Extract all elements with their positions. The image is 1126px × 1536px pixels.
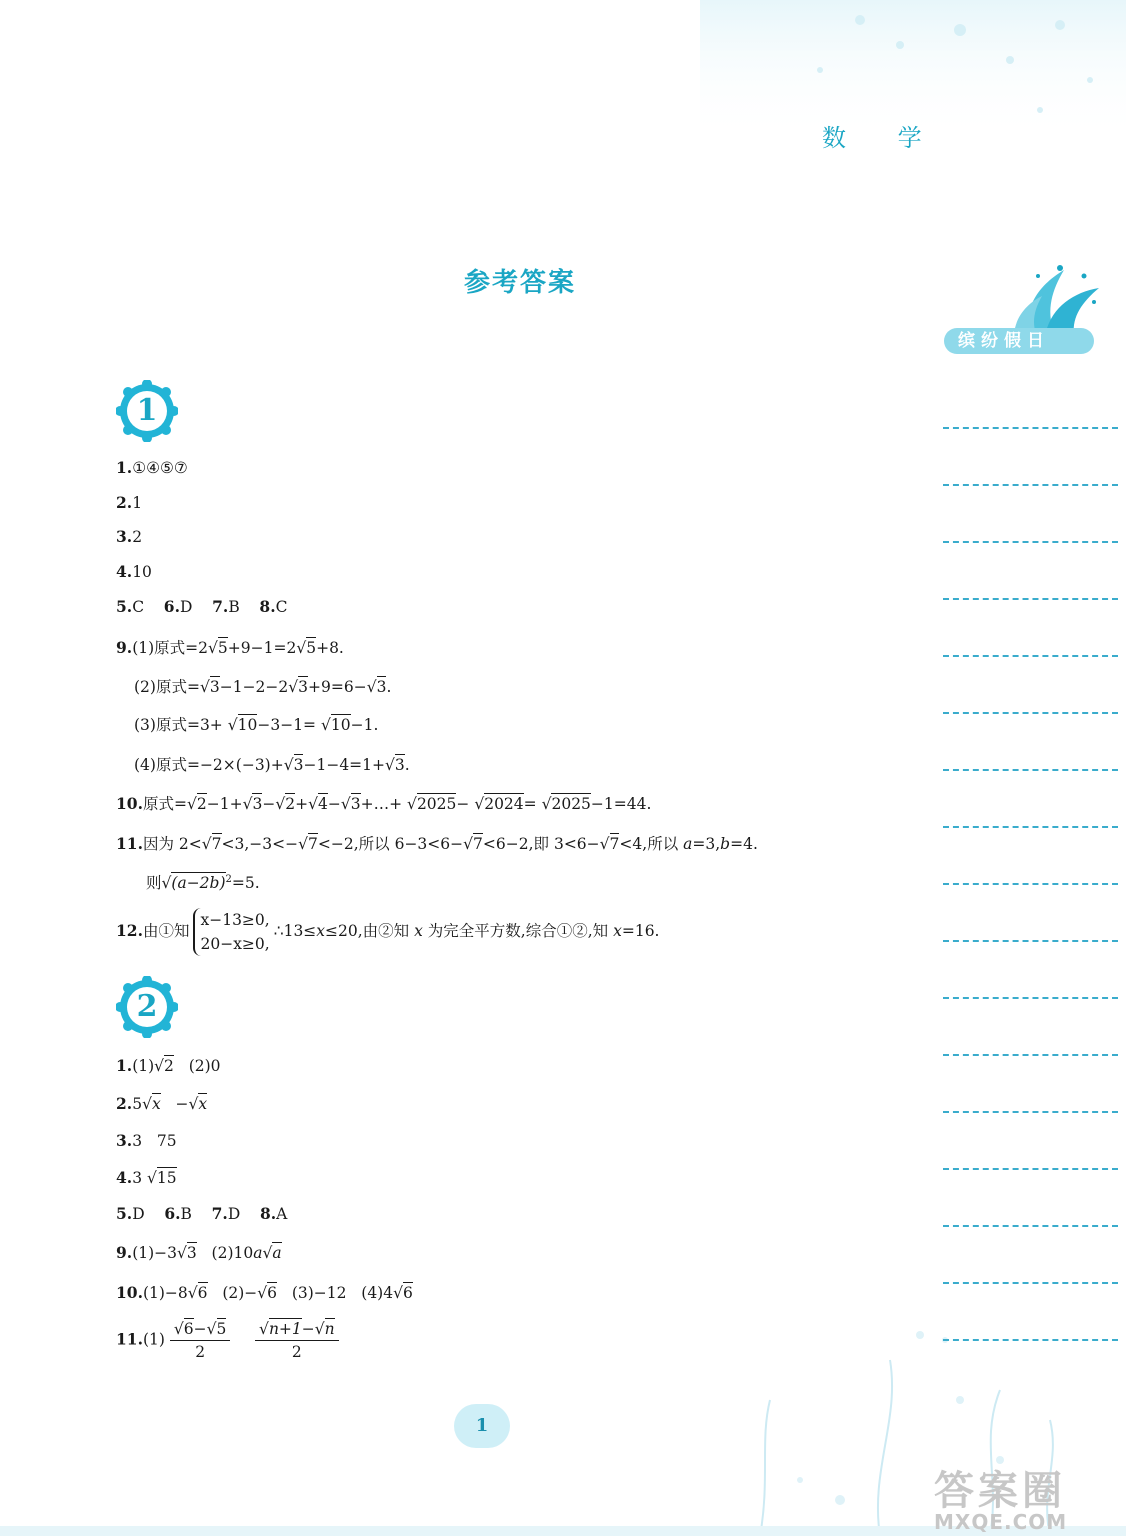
text: 由①知 [142, 922, 190, 940]
variable: a [253, 1244, 263, 1262]
radicand: 5 [306, 639, 317, 657]
radicand: a [272, 1244, 282, 1262]
answer-text: D [132, 1205, 145, 1223]
question-number: 12. [116, 921, 143, 940]
answer-1-11-line1: 11.因为 2<√7<3,−3<−√7<−2,所以 6−3<6−√7<6−2,即 3<6−√7<4,所以 a=3,b=4. [116, 834, 758, 853]
answer-text: 10 [132, 563, 152, 581]
text: 因为 2< [142, 835, 202, 853]
denominator: 2 [291, 1343, 302, 1361]
text: (2)0 [173, 1057, 221, 1075]
text: =5. [231, 874, 260, 892]
text: <4,所以 [619, 835, 684, 853]
note-line [943, 942, 1118, 999]
section-number: 2 [136, 989, 158, 1024]
subject-header: 数 学 [822, 124, 944, 152]
note-line [943, 543, 1118, 600]
radicand: 15 [156, 1169, 177, 1187]
numerator: √6−√5 [170, 1320, 231, 1341]
text: (2)10 [196, 1244, 254, 1262]
text: 原式= [142, 795, 187, 813]
question-number: 1. [116, 1056, 133, 1075]
note-line [943, 999, 1118, 1056]
fraction [255, 1320, 339, 1361]
numerator: √n+1−√n [255, 1320, 339, 1341]
text: − [327, 795, 341, 813]
answer-1-9-4: (4)原式=−2×(−3)+√3−1−4=1+√3. [134, 756, 410, 774]
text: ≤20,由②知 [325, 922, 415, 940]
answer-1-11-line2: 则$√(a-2b)^2=5$. [146, 873, 260, 892]
text: − [262, 795, 276, 813]
note-line [943, 771, 1118, 828]
answer-2-3 [116, 1131, 177, 1150]
answer-1-3 [116, 527, 142, 546]
answer-2-4: 4.3 √15 [116, 1168, 177, 1187]
question-number: 6. [163, 597, 180, 616]
text: −1+ [206, 795, 243, 813]
answer-2-1: 1.(1)√2 (2)0 [116, 1056, 221, 1075]
question-number: 3. [116, 1131, 133, 1150]
text: +8. [316, 639, 344, 657]
text: 5 [132, 1095, 143, 1113]
radicand: x [198, 1095, 208, 1113]
radicand: 3 [293, 756, 304, 774]
note-line [943, 429, 1118, 486]
text: <3,−3<− [221, 835, 299, 853]
badge-label: 缤纷假日 [944, 328, 1094, 354]
text: (2)原式= [134, 678, 200, 696]
text: ∴13≤ [273, 922, 317, 940]
text: =3, [692, 835, 721, 853]
section-badge-2 [116, 976, 178, 1038]
text: 则 [146, 874, 162, 892]
answer-2-9: 9.(1)−3√3 (2)10a√a [116, 1243, 282, 1262]
question-number: 11. [116, 834, 143, 853]
note-line [943, 885, 1118, 942]
radicand: 7 [308, 835, 318, 853]
note-line [943, 372, 1118, 429]
radicand: 10 [237, 716, 258, 734]
exponent: 2 [225, 873, 232, 885]
question-number: 5. [116, 597, 133, 616]
text: . [386, 678, 392, 696]
answer-text: 3 75 [132, 1132, 177, 1150]
radicand: 2025 [551, 795, 591, 813]
text: (2)− [207, 1284, 258, 1302]
note-line [943, 600, 1118, 657]
question-number: 6. [164, 1204, 181, 1223]
denominator: 2 [195, 1343, 206, 1361]
radicand: 2 [196, 795, 207, 813]
radicand: 7 [211, 835, 222, 853]
note-line [943, 1227, 1118, 1284]
text: . [404, 756, 410, 774]
fraction [170, 1320, 231, 1361]
radicand: 6 [267, 1284, 278, 1302]
radicand: 10 [330, 716, 351, 734]
radicand: 3 [376, 678, 387, 696]
radicand: 2 [164, 1057, 174, 1075]
answer-text: ①④⑤⑦ [132, 459, 188, 477]
question-number: 1. [116, 458, 133, 477]
side-badge [934, 262, 1114, 362]
radicand: 7 [473, 835, 483, 853]
radicand: 4 [318, 795, 328, 813]
text: (1) [142, 1330, 165, 1349]
variable: x [414, 922, 423, 940]
text: +…+ [360, 795, 408, 813]
text: =4. [730, 835, 758, 853]
radicand: 2025 [416, 795, 457, 813]
page-number: 1 [454, 1404, 510, 1448]
section-badge-1 [116, 380, 178, 442]
answer-text: 1 [132, 494, 143, 512]
text: +9=6− [308, 678, 367, 696]
answer-text: C [275, 598, 288, 616]
answer-2-10: 10.(1)−8√6 (2)−√6 (3)−12 (4)4√6 [116, 1283, 413, 1302]
radicand: 5 [217, 639, 228, 657]
text: − [301, 1320, 315, 1338]
radicand: 7 [609, 835, 620, 853]
radicand: 3 [252, 795, 263, 813]
note-line [943, 1056, 1118, 1113]
radicand: 3 [186, 1244, 197, 1262]
question-number: 5. [116, 1204, 133, 1223]
question-number: 4. [116, 562, 133, 581]
answer-1-1 [116, 458, 188, 477]
note-line [943, 486, 1118, 543]
note-line [943, 714, 1118, 771]
answer-2-5-8 [116, 1204, 287, 1223]
variable: x [316, 922, 326, 940]
radicand: 2 [285, 795, 296, 813]
variable: a [683, 835, 693, 853]
text: − [193, 1320, 207, 1338]
radicand: 2024 [484, 795, 524, 813]
answer-1-10: 10.原式=√2−1+√3−√2+√4−√3+…+ √2025− √2024= √2025−1=44. [116, 794, 652, 813]
question-number: 4. [116, 1168, 133, 1187]
radicand: 3 [350, 795, 361, 813]
answer-text: B [228, 598, 240, 616]
question-number: 9. [116, 1243, 133, 1262]
note-line [943, 1113, 1118, 1170]
answer-text: A [276, 1205, 288, 1223]
note-line [943, 1170, 1118, 1227]
text: − [456, 795, 475, 813]
text: 3 [132, 1169, 147, 1187]
radicand: 6 [402, 1284, 413, 1302]
radicand: (a−2b) [171, 874, 226, 892]
page-title: 参考答案 [463, 268, 576, 298]
radicand: n+1 [268, 1320, 302, 1338]
section-number: 1 [136, 393, 158, 428]
text: <6−2,即 3<6− [482, 835, 600, 853]
text: −1−4=1+ [303, 756, 386, 774]
text: −1. [350, 716, 379, 734]
text: (1) [132, 1057, 155, 1075]
text: (1)−3 [132, 1244, 177, 1262]
text: (1)原式=2 [132, 639, 208, 657]
watermark-logo: 答案圈 [934, 1468, 1066, 1514]
radicand: 6 [197, 1284, 208, 1302]
text: − [160, 1095, 189, 1113]
text: 为完全平方数,综合①②,知 [422, 922, 614, 940]
answer-2-11 [116, 1320, 339, 1361]
variable: b [720, 835, 731, 853]
question-number: 11. [116, 1329, 143, 1349]
answer-1-5-8 [116, 597, 287, 616]
question-number: 7. [212, 597, 229, 616]
text: (1)−8 [142, 1284, 188, 1302]
text: <−2,所以 6−3<6− [317, 835, 464, 853]
radicand: 3 [298, 678, 309, 696]
text: (3)−12 (4)4 [277, 1284, 394, 1302]
watermark-url: MXQE.COM [934, 1510, 1068, 1534]
question-number: 10. [116, 794, 143, 813]
answer-1-12 [116, 908, 659, 956]
text: +9−1=2 [227, 639, 297, 657]
question-number: 8. [259, 597, 276, 616]
answer-1-9-2: (2)原式=√3−1−2−2√3+9=6−√3. [134, 678, 392, 696]
answer-1-9-1: 9.(1)原式=2√5+9−1=2√5+8. [116, 638, 344, 657]
question-number: 2. [116, 493, 133, 512]
note-line [943, 1284, 1118, 1341]
question-number: 7. [211, 1204, 228, 1223]
variable: x [613, 922, 622, 940]
answer-text: 2 [132, 528, 143, 546]
text: (3)原式=3+ [134, 716, 228, 734]
watermark [934, 1468, 1124, 1534]
inequality-system [193, 908, 269, 956]
radicand: 3 [209, 678, 220, 696]
radicand: 5 [216, 1320, 227, 1338]
note-line [943, 828, 1118, 885]
answer-1-4 [116, 562, 152, 581]
answer-text: D [227, 1205, 241, 1223]
answer-2-2: 2.5√x −√x [116, 1094, 208, 1113]
system-line: x−13≥0, [200, 911, 270, 929]
question-number: 10. [116, 1283, 143, 1302]
text: (4)原式=−2×(−3)+ [134, 756, 284, 774]
answer-text: C [132, 598, 145, 616]
text: −3−1= [257, 716, 321, 734]
answer-text: B [180, 1205, 192, 1223]
note-line [943, 657, 1118, 714]
answer-text: D [179, 598, 193, 616]
answer-1-9-3: (3)原式=3+ √10−3−1= √10−1. [134, 716, 379, 734]
text: =16. [621, 922, 660, 940]
question-number: 9. [116, 638, 133, 657]
radicand: n [324, 1320, 335, 1338]
text: −1=44. [590, 795, 652, 813]
radicand: 3 [394, 756, 405, 774]
text: + [295, 795, 309, 813]
answer-1-2 [116, 493, 142, 512]
system-line: 20−x≥0, [200, 935, 270, 953]
text: −1−2−2 [219, 678, 289, 696]
question-number: 3. [116, 527, 133, 546]
question-number: 2. [116, 1094, 133, 1113]
question-number: 8. [259, 1204, 277, 1223]
radicand: x [151, 1095, 161, 1113]
note-lines [943, 372, 1118, 1341]
text: = [523, 795, 542, 813]
radicand: 6 [183, 1320, 194, 1338]
